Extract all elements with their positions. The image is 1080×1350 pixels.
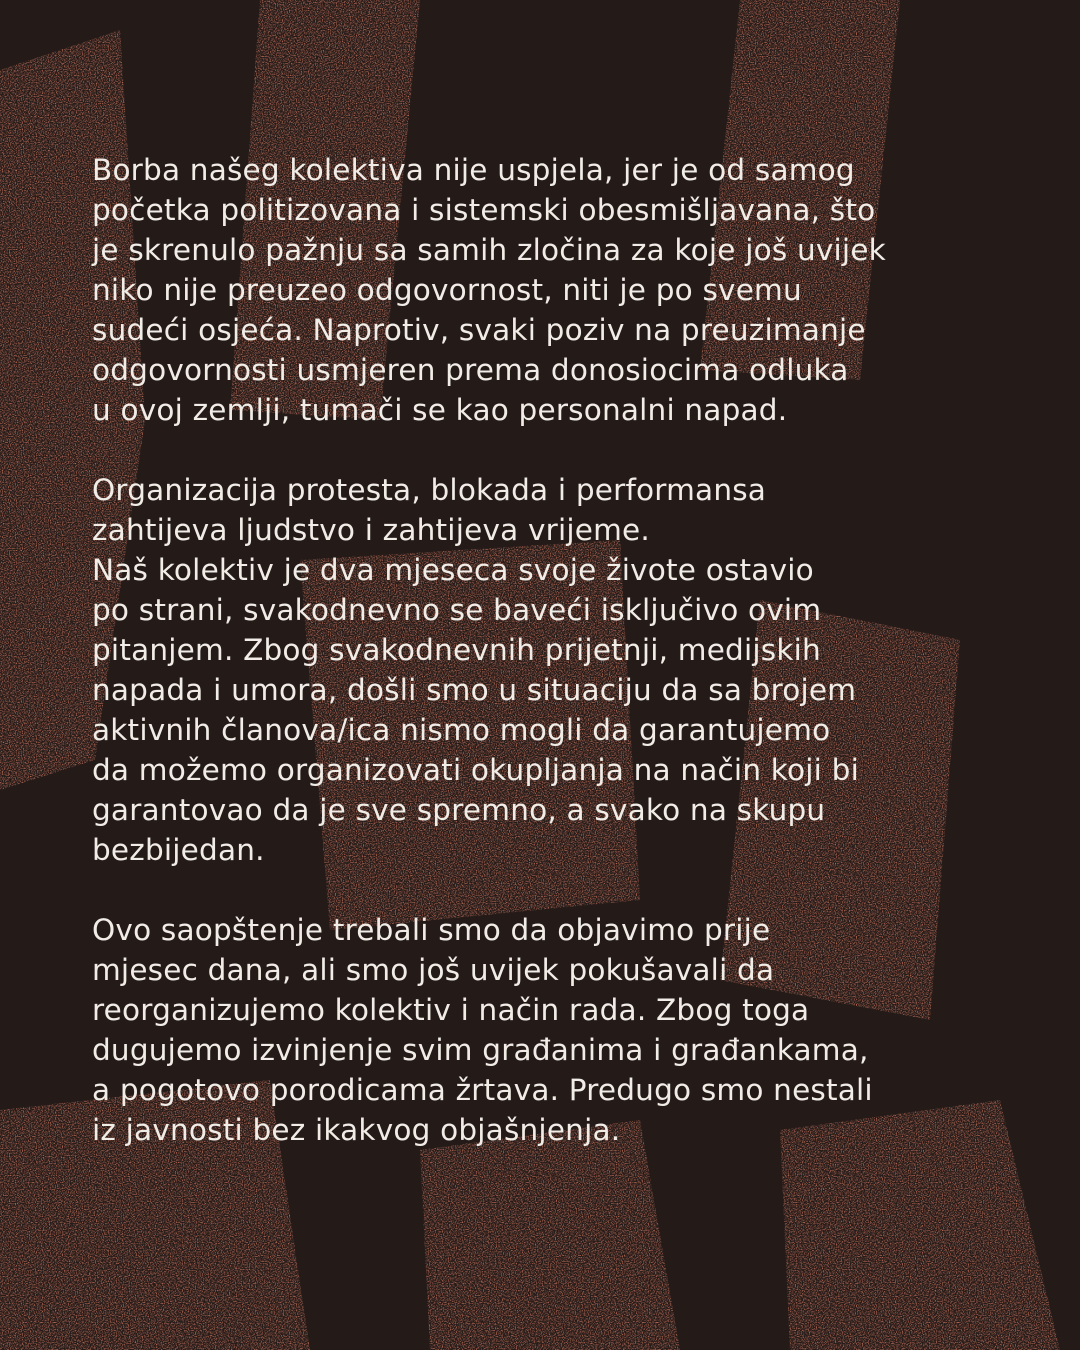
- text-line: dugujemo izvinjenje svim građanima i građankama,: [92, 1033, 869, 1067]
- statement-text: [92, 150, 1052, 1190]
- text-line: po strani, svakodnevno se baveći isključivo ovim: [92, 593, 822, 627]
- text-line: u ovoj zemlji, tumači se kao personalni napad.: [92, 393, 788, 427]
- text-line: napada i umora, došli smo u situaciju da sa brojem: [92, 673, 857, 707]
- text-line: Naš kolektiv je dva mjeseca svoje živote ostavio: [92, 553, 814, 587]
- text-line: Borba našeg kolektiva nije uspjela, jer je od samog: [92, 153, 855, 187]
- text-line: garantovao da je sve spremno, a svako na skupu: [92, 793, 826, 827]
- text-line: odgovornosti usmjeren prema donosiocima odluka: [92, 353, 849, 387]
- text-line: početka politizovana i sistemski obesmišljavana, što: [92, 193, 876, 227]
- text-line: Organizacija protesta, blokada i performansa: [92, 473, 767, 507]
- text-line: iz javnosti bez ikakvog objašnjenja.: [92, 1113, 621, 1147]
- text-line: aktivnih članova/ica nismo mogli da garantujemo: [92, 713, 831, 747]
- statement-paragraph-1: [92, 150, 1052, 430]
- text-line: a pogotovo porodicama žrtava. Predugo smo nestali: [92, 1073, 873, 1107]
- text-line: je skrenulo pažnju sa samih zločina za koje još uvijek: [92, 233, 886, 267]
- text-line: pitanjem. Zbog svakodnevnih prijetnji, medijskih: [92, 633, 821, 667]
- statement-paragraph-2: [92, 470, 1052, 870]
- text-line: sudeći osjeća. Naprotiv, svaki poziv na preuzimanje: [92, 313, 866, 347]
- text-line: mjesec dana, ali smo još uvijek pokušavali da: [92, 953, 775, 987]
- text-line: niko nije preuzeo odgovornost, niti je po svemu: [92, 273, 802, 307]
- text-line: Ovo saopštenje trebali smo da objavimo prije: [92, 913, 771, 947]
- statement-paragraph-3: [92, 910, 1052, 1150]
- text-line: reorganizujemo kolektiv i način rada. Zbog toga: [92, 993, 810, 1027]
- text-line: da možemo organizovati okupljanja na način koji bi: [92, 753, 859, 787]
- text-line: bezbijedan.: [92, 833, 265, 867]
- text-line: zahtijeva ljudstvo i zahtijeva vrijeme.: [92, 513, 650, 547]
